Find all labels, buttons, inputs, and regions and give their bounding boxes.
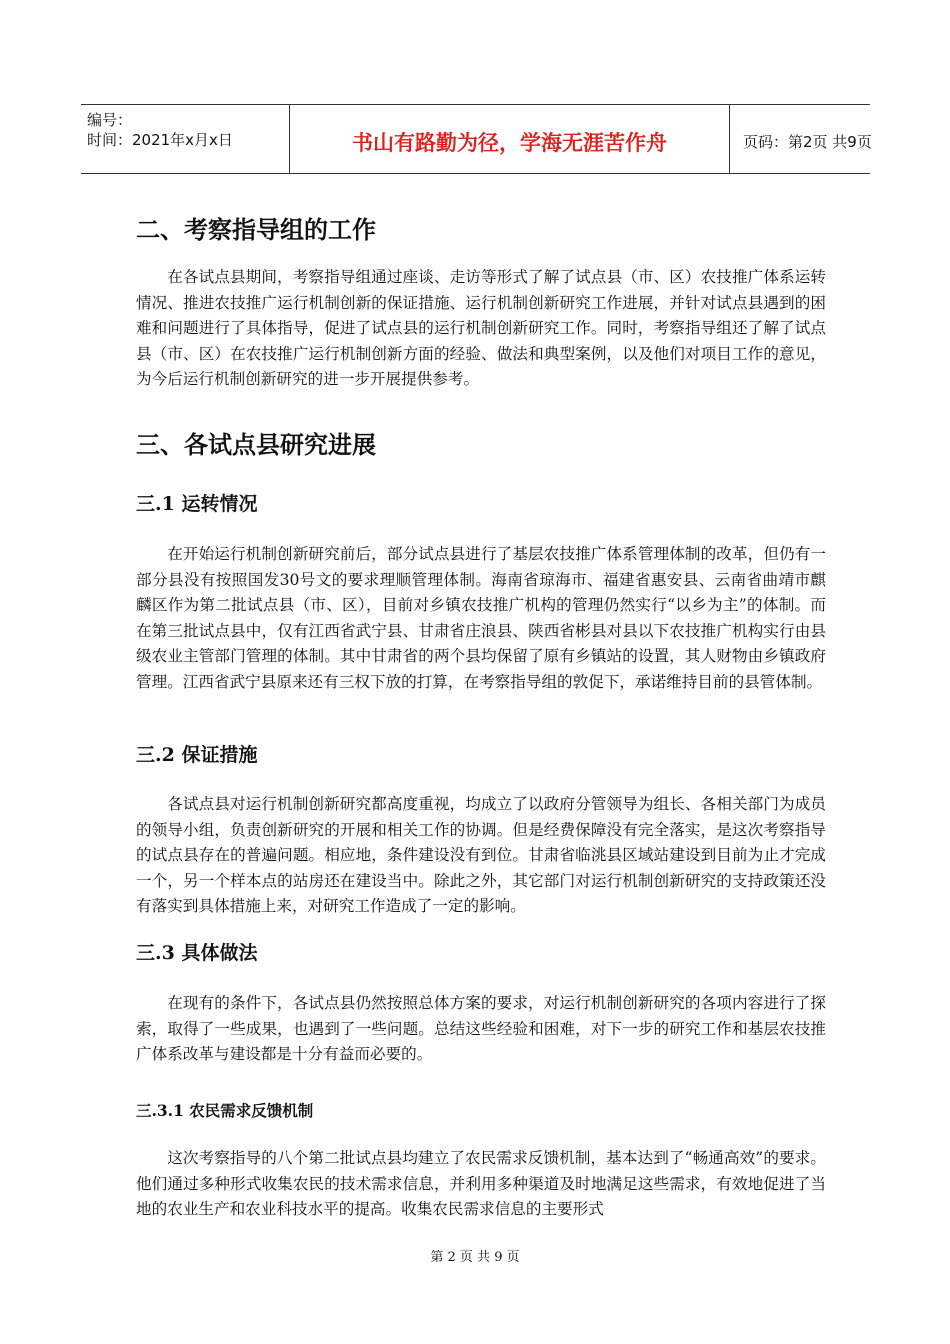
subsection-3-1-paragraph: 在开始运行机制创新研究前后，部分试点县进行了基层农技推广体系管理体制的改革，但仍有一部分县没有按照国发30号文的要求理顺管理体制。海南省琼海市、福建省惠安县、云南省曲靖市麒麟区作为第二批试点县（市、区），目前对乡镇农技推广机构的管理仍然实行“以乡为主”的体制。而在第三批试点县中，仅有江西省武宁县、甘肃省庄浪县、陕西省彬县对县以下农技推广机构实行由县级农业主管部门管理的体制。其中甘肃省的两个县均保留了原有乡镇站的设置，其人财物由乡镇政府管理。江西省武宁县原来还有三权下放的打算，在考察指导组的敦促下，承诺维持目前的县管体制。 — [136, 545, 826, 691]
section-heading-3: 三、各试点县研究进展 — [136, 430, 376, 459]
header-page-info: 页码：第2页 共9页 — [743, 133, 872, 151]
subsection-3-3-paragraph: 在现有的条件下，各试点县仍然按照总体方案的要求，对运行机制创新研究的各项内容进行了探索，取得了一些成果，也遇到了一些问题。总结这些经验和困难，对下一步的研究工作和基层农技推广体系改革与建设都是十分有益而必要的。 — [136, 994, 826, 1064]
document-time-label: 时间：2021年x月x日 — [87, 131, 233, 149]
header-meta-cell — [81, 105, 289, 173]
subsection-heading-3-3-1: 三.3.1 农民需求反馈机制 — [136, 1101, 314, 1120]
header-motto: 书山有路勤为径，学海无涯苦作舟 — [352, 131, 667, 155]
subsection-3-3-1-paragraph: 这次考察指导的八个第二批试点县均建立了农民需求反馈机制，基本达到了“畅通高效”的要求。他们通过多种形式收集农民的技术需求信息，并利用多种渠道及时地满足这些需求，有效地促进了当地的农业生产和农业科技水平的提高。收集农民需求信息的主要形式 — [136, 1149, 826, 1219]
page-header — [81, 104, 870, 174]
subsection-heading-3-1: 三.1 运转情况 — [136, 493, 258, 515]
header-motto-cell — [289, 105, 730, 173]
section-heading-2: 二、考察指导组的工作 — [136, 215, 376, 244]
page-footer: 第 2 页 共 9 页 — [430, 1250, 520, 1265]
document-number-label: 编号： — [87, 111, 133, 129]
subsection-3-2-paragraph: 各试点县对运行机制创新研究都高度重视，均成立了以政府分管领导为组长、各相关部门为成员的领导小组，负责创新研究的开展和相关工作的协调。但是经费保障没有完全落实，是这次考察指导的试点县存在的普遍问题。相应地，条件建设没有到位。甘肃省临洮县区域站建设到目前为止才完成一个，另一个样本点的站房还在建设当中。除此之外，其它部门对运行机制创新研究的支持政策还没有落实到具体措施上来，对研究工作造成了一定的影响。 — [136, 795, 826, 916]
header-page-cell — [729, 105, 870, 173]
subsection-heading-3-3: 三.3 具体做法 — [136, 942, 258, 964]
subsection-heading-3-2: 三.2 保证措施 — [136, 744, 258, 766]
section-2-paragraph: 在各试点县期间，考察指导组通过座谈、走访等形式了解了试点县（市、区）农技推广体系运转情况、推进农技推广运行机制创新的保证措施、运行机制创新研究工作进展，并针对试点县遇到的困难和问题进行了具体指导，促进了试点县的运行机制创新研究工作。同时，考察指导组还了解了试点县（市、区）在农技推广运行机制创新方面的经验、做法和典型案例，以及他们对项目工作的意见，为今后运行机制创新研究的进一步开展提供参考。 — [136, 268, 826, 389]
